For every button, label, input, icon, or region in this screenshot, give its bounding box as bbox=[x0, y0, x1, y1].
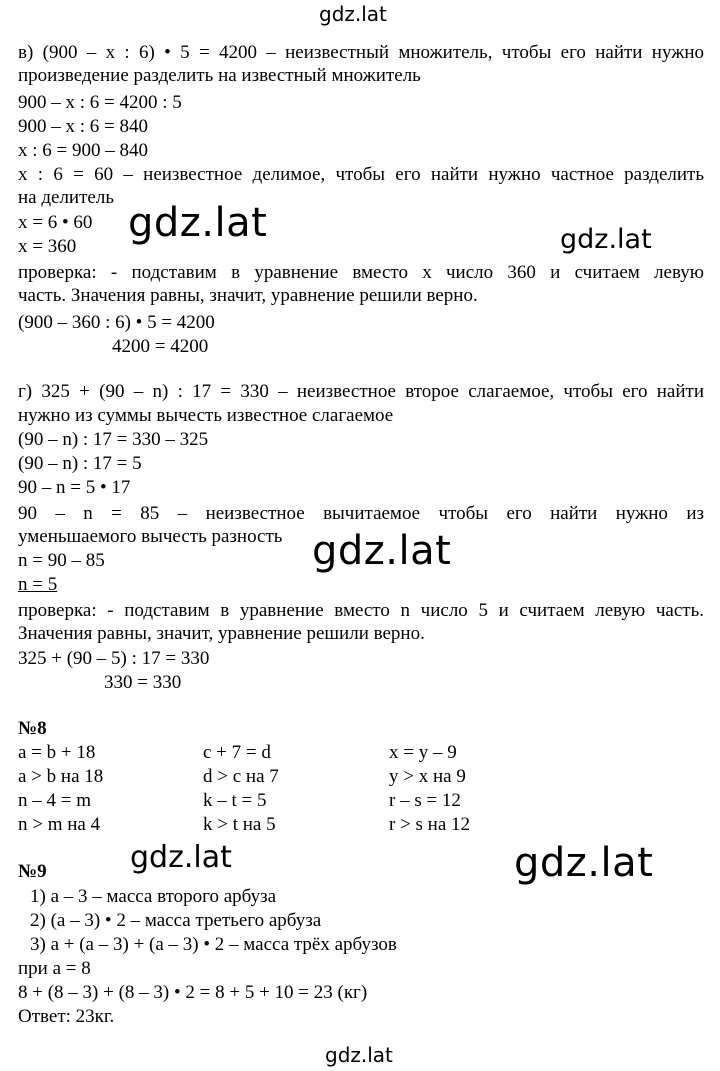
equation-line: 900 – x : 6 = 840 bbox=[18, 116, 148, 137]
task8-cell: a > b на 18 bbox=[18, 766, 104, 787]
equation-line: 90 – n = 5 • 17 bbox=[18, 477, 131, 498]
text-line: Значения равны, значит, уравнение решили верно. bbox=[18, 623, 425, 644]
task8-cell: r – s = 12 bbox=[389, 790, 461, 811]
text-line: произведение разделить на известный множитель bbox=[18, 65, 421, 86]
equation-line: (90 – n) : 17 = 330 – 325 bbox=[18, 429, 209, 450]
task9-line: при a = 8 bbox=[18, 958, 91, 979]
equation-line: x : 6 = 900 – 840 bbox=[18, 140, 148, 161]
watermark-big: gdz.lat bbox=[514, 840, 654, 886]
task8-cell: a = b + 18 bbox=[18, 742, 96, 763]
equation-line: 900 – x : 6 = 4200 : 5 bbox=[18, 92, 182, 113]
answer-line: n = 5 bbox=[18, 574, 58, 595]
text-line: проверка: - подставим в уравнение вместо x число 360 и считаем левую bbox=[18, 262, 704, 283]
answer-line: Ответ: 23кг. bbox=[18, 1006, 115, 1027]
task8-cell: d > c на 7 bbox=[203, 766, 279, 787]
task9-line: 2) (a – 3) • 2 – масса третьего арбуза bbox=[30, 910, 322, 931]
task9-line: 8 + (8 – 3) + (8 – 3) • 2 = 8 + 5 + 10 = 23 (кг) bbox=[18, 982, 368, 1003]
text-line: нужно из суммы вычесть известное слагаемое bbox=[18, 405, 394, 426]
watermark-big: gdz.lat bbox=[312, 528, 452, 574]
task8-cell: y > x на 9 bbox=[389, 766, 466, 787]
equation-line: n = 90 – 85 bbox=[18, 550, 105, 571]
task-title: №9 bbox=[18, 861, 47, 882]
text-line: уменьшаемого вычесть разность bbox=[18, 526, 283, 547]
watermark-medium: gdz.lat bbox=[560, 224, 652, 255]
text-line: x : 6 = 60 – неизвестное делимое, чтобы его найти нужно частное разделить bbox=[18, 164, 704, 185]
watermark-medium: gdz.lat bbox=[130, 840, 232, 875]
equation-line: 4200 = 4200 bbox=[112, 336, 209, 357]
task9-line: 1) a – 3 – масса второго арбуза bbox=[30, 886, 277, 907]
task8-cell: n – 4 = m bbox=[18, 790, 91, 811]
equation-line: x = 6 • 60 bbox=[18, 212, 93, 233]
equation-line: (900 – 360 : 6) • 5 = 4200 bbox=[18, 312, 215, 333]
task8-cell: c + 7 = d bbox=[203, 742, 271, 763]
task8-cell: k > t на 5 bbox=[203, 814, 276, 835]
equation-line: x = 360 bbox=[18, 236, 77, 257]
text-line: в) (900 – x : 6) • 5 = 4200 – неизвестный множитель, чтобы его найти нужно bbox=[18, 42, 704, 63]
task8-cell: x = y – 9 bbox=[389, 742, 457, 763]
watermark-bottom: gdz.lat bbox=[325, 1043, 393, 1067]
equation-line: 330 = 330 bbox=[104, 672, 182, 693]
watermark-top: gdz.lat bbox=[319, 2, 387, 26]
text-line: г) 325 + (90 – n) : 17 = 330 – неизвестное второе слагаемое, чтобы его найти bbox=[18, 381, 704, 402]
task-title: №8 bbox=[18, 718, 47, 739]
task8-cell: k – t = 5 bbox=[203, 790, 267, 811]
task8-cell: r > s на 12 bbox=[389, 814, 471, 835]
text-line: часть. Значения равны, значит, уравнение решили верно. bbox=[18, 285, 478, 306]
equation-line: 325 + (90 – 5) : 17 = 330 bbox=[18, 648, 210, 669]
text-line: 90 – n = 85 – неизвестное вычитаемое чтобы его найти нужно из bbox=[18, 503, 704, 524]
task9-line: 3) a + (a – 3) + (a – 3) • 2 – масса трёх арбузов bbox=[30, 934, 397, 955]
text-line: на делитель bbox=[18, 187, 114, 208]
text-line: проверка: - подставим в уравнение вместо n число 5 и считаем левую часть. bbox=[18, 600, 704, 621]
watermark-big: gdz.lat bbox=[128, 200, 268, 246]
equation-line: (90 – n) : 17 = 5 bbox=[18, 453, 142, 474]
task8-cell: n > m на 4 bbox=[18, 814, 101, 835]
